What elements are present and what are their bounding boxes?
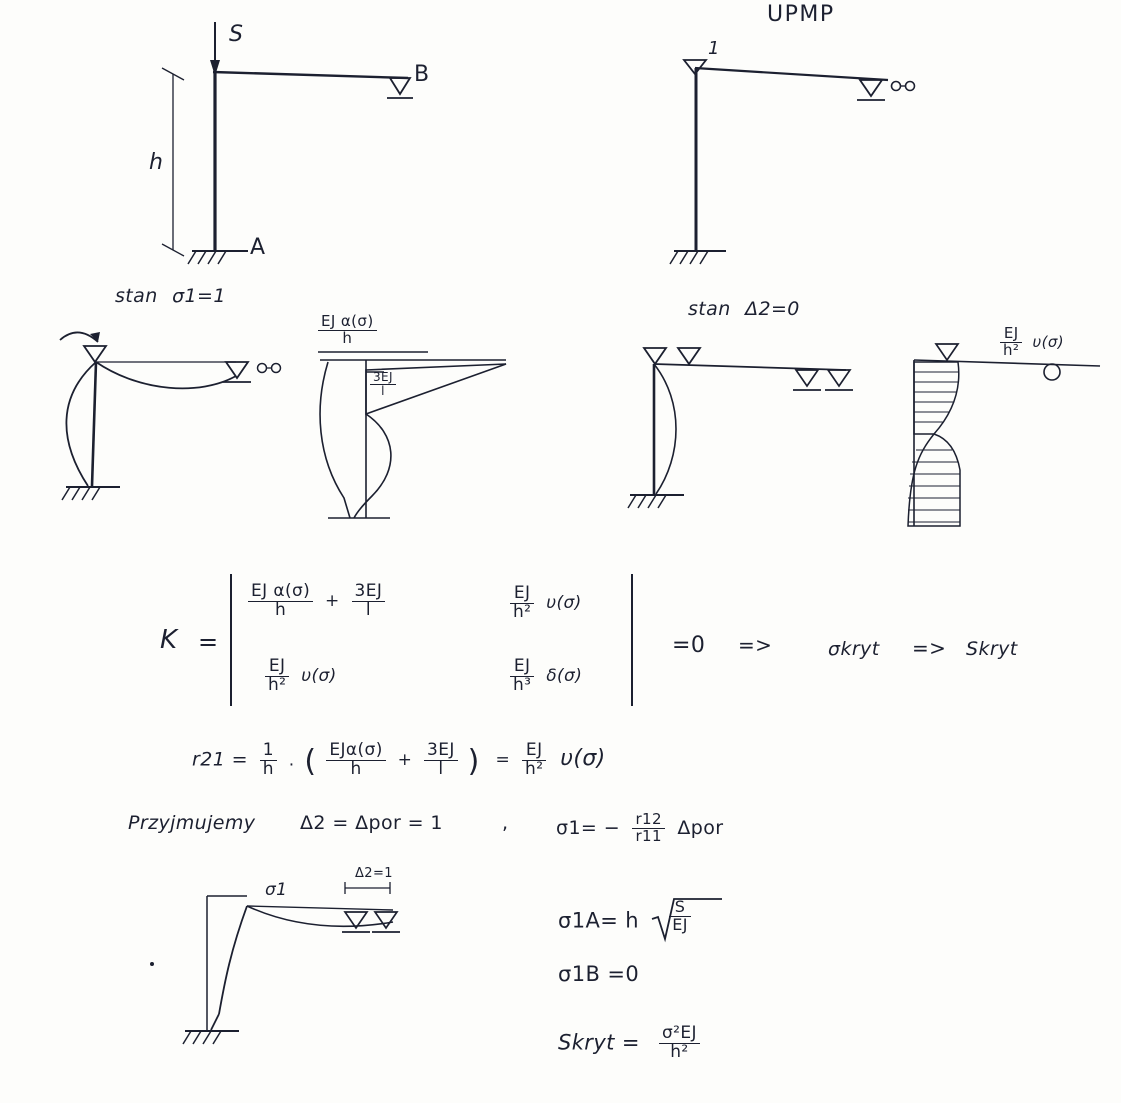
determinant-result: =0	[672, 633, 706, 658]
sigma-critical: σkryt	[828, 638, 880, 660]
determinant-lhs: K	[160, 625, 178, 655]
m22-denominator: h³	[510, 676, 534, 695]
r21-open-paren: (	[304, 744, 317, 780]
m12-denominator: h²	[510, 603, 534, 622]
skryt-denominator: h²	[659, 1043, 700, 1062]
label-3ej-over-l	[370, 371, 396, 397]
label-state2-function: υ(σ)	[1032, 332, 1064, 351]
sigma1a-root-denominator: EJ	[669, 916, 691, 934]
r21-a-denominator: h	[326, 760, 385, 779]
r21-b-denominator: l	[424, 760, 458, 779]
sigma1a-lhs: σ1A= h	[558, 908, 640, 933]
assume-tail: Δpor	[677, 816, 724, 839]
r21-close-paren: )	[467, 744, 480, 780]
determinant-arrow-2: =>	[912, 636, 947, 660]
label-node-a: A	[250, 235, 266, 260]
r21-plus: +	[397, 750, 413, 771]
caption-state-1-prefix: stan	[115, 285, 158, 307]
label-3ej-numerator: 3EJ	[373, 370, 393, 384]
label-sketch-delta2: Δ2=1	[355, 866, 393, 881]
m11-plus: +	[325, 591, 340, 612]
r21-result-numerator: EJ	[525, 740, 543, 760]
m11-a-denominator: h	[248, 601, 313, 620]
m21-numerator: EJ	[268, 656, 286, 676]
m22-function: δ(σ)	[546, 666, 583, 687]
equation-skryt	[558, 1025, 700, 1062]
caption-state-2-symbol: Δ2=0	[745, 298, 800, 320]
label-node-1: 1	[708, 38, 720, 59]
s-critical: Skryt	[966, 638, 1018, 660]
r21-lhs: r21 =	[192, 748, 248, 771]
label-moment-denominator: h	[318, 330, 377, 347]
m11-b-numerator: 3EJ	[354, 581, 383, 601]
r21-result-function: υ(σ)	[560, 746, 606, 772]
r21-result-denominator: h²	[522, 760, 546, 779]
label-state2-diagram	[1000, 326, 1064, 359]
label-moment-numerator: EJ α(σ)	[321, 312, 374, 330]
page-title: UPMP	[767, 2, 835, 27]
label-state2-denominator: h²	[1000, 342, 1022, 359]
determinant-m22	[510, 658, 582, 695]
assume-comma: ,	[502, 812, 509, 834]
skryt-numerator: σ²EJ	[661, 1023, 697, 1043]
r21-one-numerator: 1	[262, 740, 274, 760]
assume-frac-numerator: r12	[635, 810, 662, 828]
label-3ej-denominator: l	[370, 384, 396, 398]
label-sketch-sigma1: σ1	[265, 880, 288, 900]
assume-delta: Δ2 = Δpor = 1	[300, 812, 443, 834]
ink-dot	[150, 962, 154, 966]
r21-one-denominator: h	[260, 760, 277, 779]
determinant-m21	[265, 658, 337, 695]
m11-b-denominator: l	[352, 601, 386, 620]
determinant-arrow-1: =>	[738, 633, 773, 657]
m12-function: υ(σ)	[546, 593, 582, 614]
sigma1a-root-numerator: S	[674, 896, 686, 916]
caption-state-1	[115, 285, 226, 307]
determinant-m11	[248, 583, 385, 620]
m12-numerator: EJ	[513, 583, 531, 603]
assume-word: Przyjmujemy	[128, 812, 256, 834]
label-moment-ej-alpha-over-h	[318, 314, 377, 347]
equation-r21	[192, 742, 606, 779]
equation-sigma1b: σ1B =0	[558, 962, 640, 986]
r21-a-numerator: EJα(σ)	[329, 740, 383, 760]
equation-sigma1a	[558, 893, 691, 950]
m22-numerator: EJ	[513, 656, 531, 676]
r21-equals: =	[495, 750, 511, 771]
determinant-equals: =	[198, 628, 219, 656]
label-load-s: S	[229, 22, 244, 47]
assume-sigma1	[556, 812, 724, 845]
sqrt-icon	[650, 893, 724, 950]
label-node-b: B	[414, 62, 430, 87]
skryt-lhs: Skryt =	[558, 1030, 640, 1055]
label-height-h: h	[149, 150, 164, 175]
label-state2-numerator: EJ	[1003, 324, 1019, 342]
m21-denominator: h²	[265, 676, 289, 695]
caption-state-1-symbol: σ1=1	[172, 285, 226, 307]
determinant-m12	[510, 585, 582, 622]
r21-dot: .	[288, 750, 295, 771]
caption-state-2-prefix: stan	[688, 298, 731, 320]
r21-b-numerator: 3EJ	[427, 740, 455, 760]
caption-state-2	[688, 298, 800, 320]
assume-sigma1-lhs: σ1= −	[556, 816, 621, 839]
assume-frac-denominator: r11	[632, 828, 664, 845]
m11-a-numerator: EJ α(σ)	[251, 581, 311, 601]
m21-function: υ(σ)	[301, 666, 337, 687]
